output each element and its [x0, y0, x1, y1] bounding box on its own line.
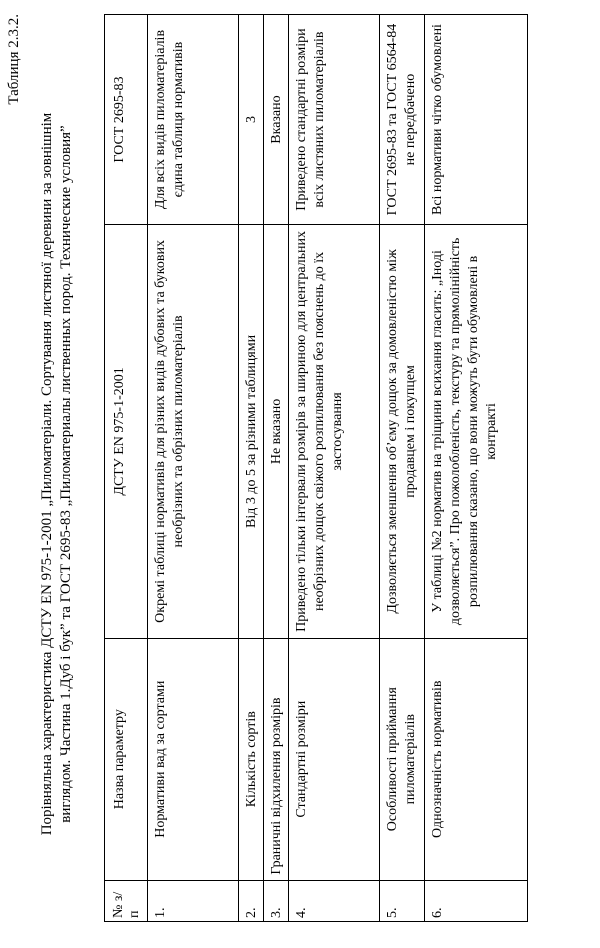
cell-num: 6.	[425, 880, 528, 921]
cell-num: 1.	[148, 880, 239, 921]
caption-line: Порівняльна характеристика ДСТУ EN 975-1-2001 „Пиломатеріали. Сортування листяної деревини за зовнішнім	[39, 112, 55, 836]
cell-num: 4.	[289, 880, 380, 921]
header-dstu: ДСТУ EN 975-1-2001	[105, 225, 148, 639]
cell-param: Граничні відхилення розмірів	[264, 638, 289, 880]
cell-dstu: Дозволяється зменшення об’єму дощок за домовленістю між продавцем і покупцем	[380, 225, 425, 639]
caption-line: виглядом. Частина 1.Дуб і бук” та ГОСТ 2695-83 „Пиломатериалы лиственных пород. Технические условия”	[58, 125, 74, 823]
table-row	[380, 15, 425, 922]
cell-dstu: Не вказано	[264, 225, 289, 639]
table-header-row	[105, 15, 148, 922]
table-row	[289, 15, 380, 922]
cell-gost: Вказано	[264, 15, 289, 225]
cell-param: Особливості приймання пиломатеріалів	[380, 638, 425, 880]
cell-gost: ГОСТ 2695-83 та ГОСТ 6564-84 не передбачено	[380, 15, 425, 225]
table-row	[148, 15, 239, 922]
cell-num: 2.	[239, 880, 264, 921]
cell-dstu: Окремі таблиці нормативів для різних видів дубових та букових необрізних та обрізних пиломатеріалів	[148, 225, 239, 639]
cell-gost: Для всіх видів пиломатеріалів єдина таблиця нормативів	[148, 15, 239, 225]
table-number-label: Таблиця 2.3.2.	[6, 14, 22, 105]
cell-param: Однозначність нормативів	[425, 638, 528, 880]
cell-gost: Всі нормативи чітко обумовлені	[425, 15, 528, 225]
header-gost: ГОСТ 2695-83	[105, 15, 148, 225]
header-num: № з/п	[105, 880, 148, 921]
cell-num: 5.	[380, 880, 425, 921]
table-caption	[38, 50, 76, 898]
comparison-table	[104, 14, 528, 922]
header-param: Назва параметру	[105, 638, 148, 880]
cell-num: 3.	[264, 880, 289, 921]
cell-param: Нормативи вад за сортами	[148, 638, 239, 880]
cell-gost: 3	[239, 15, 264, 225]
table-row	[425, 15, 528, 922]
cell-dstu: У таблиці №2 норматив на тріщини всихання гласить: „Іноді дозволяється”. Про пожолобленість, текстуру та прямолінійність розпилювання сказано, що вони можуть бути обумовлені в контракті	[425, 225, 528, 639]
cell-gost: Приведено стандартні розміри всіх листяних пиломатеріалів	[289, 15, 380, 225]
table-row	[239, 15, 264, 922]
table-row	[264, 15, 289, 922]
cell-dstu: Від 3 до 5 за різними таблицями	[239, 225, 264, 639]
cell-param: Кількість сортів	[239, 638, 264, 880]
cell-dstu: Приведено тільки інтервали розмірів за шириною для центральних необрізних дощок свіжого розпилювання без пояснень до їх застосування	[289, 225, 380, 639]
cell-param: Стандартні розміри	[289, 638, 380, 880]
